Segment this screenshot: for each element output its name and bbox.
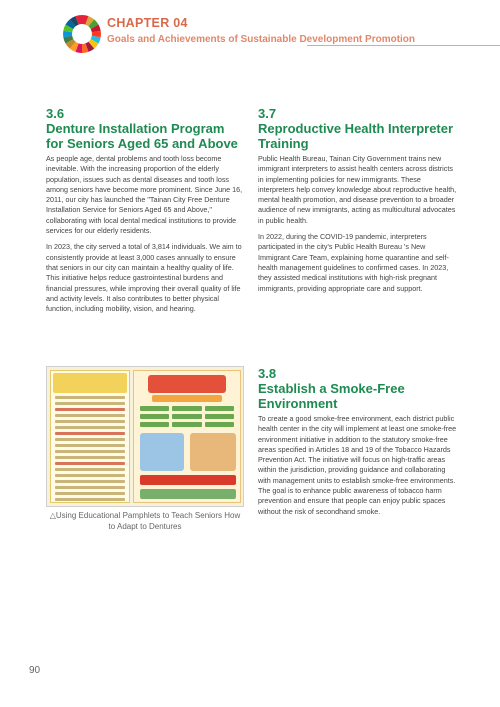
- section-number: 3.8: [258, 366, 277, 381]
- section-paragraph: In 2023, the city served a total of 3,814 individuals. We aim to consistently provide at least 3,000 cases annually to ensure that seniors in our city can maintain a healthy quality of life. This initiative helps reduce gastrointestinal burdens and financial pressures, while improving their overall quality of life and activity levels. It also contributes to better physical function, including mobility, vision, and hearing.: [46, 242, 242, 314]
- figure-caption: △Using Educational Pamphlets to Teach Seniors How to Adapt to Dentures: [49, 511, 241, 531]
- section-title: Reproductive Health Interpreter Training: [258, 121, 454, 151]
- section-paragraph: In 2022, during the COVID-19 pandemic, interpreters participated in the city's Public Health Bureau 's New Immigrant Care Team, explaining home quarantine and self-health management guidelines to confirmed cases. In 2023, they assisted medical institutions with high-risk pregnant immigrants, providing appropriate care and support.: [258, 232, 449, 293]
- section-title: Establish a Smoke-Free Environment: [258, 381, 405, 411]
- pamphlet-left-panel: [50, 370, 130, 503]
- denture-pamphlet-image: [46, 366, 244, 507]
- pamphlet-right-panel: [133, 370, 241, 503]
- section-number: 3.7: [258, 106, 277, 121]
- section-3-7: [258, 106, 458, 300]
- chapter-label: CHAPTER 04: [107, 16, 188, 30]
- section-paragraph: As people age, dental problems and tooth loss become inevitable. With the increasing proportion of the elderly population, issues such as dental diseases and tooth loss among seniors have become more prominent. Since June 16, 2011, our city has launched the "Tainan City Free Denture Installation Service for Seniors Aged 65 and Above," collaborating with local dental medical institutions to provide services for our elderly residents.: [46, 154, 243, 236]
- sdg-wheel-icon: [62, 14, 102, 54]
- section-number: 3.6: [46, 106, 65, 121]
- section-3-6: [46, 106, 243, 320]
- chapter-header: [62, 14, 500, 58]
- section-paragraph: Public Health Bureau, Tainan City Government trains new immigrant interpreters to assist health centers across districts in implementing policies for new immigrants. These interpreters help convey knowledge about reproductive health, mental health promotion, and disease prevention to a broader audience of new immigrants, acting as multicultural advocates in public health.: [258, 154, 457, 225]
- page-number: 90: [29, 665, 41, 676]
- chapter-title: Goals and Achievements of Sustainable Development Promotion: [107, 34, 416, 45]
- section-title: Denture Installation Program for Seniors Aged 65 and Above: [46, 121, 238, 151]
- header-divider: [307, 45, 500, 46]
- section-paragraph: To create a good smoke-free environment, each district public health center in the city will implement at least one smoke-free environment initiative in addition to the statutory smoke-free areas specified in Articles 18 and 19 of the Tobacco Hazards Prevention Act. The initiative will focus on high-traffic areas within the jurisdiction, providing guidance and collaborating with management units to establish smoke-free environments. The goal is to enhance public awareness of tobacco harm prevention and ensure that people can enjoy public spaces without the risk of secondhand smoke.: [258, 414, 457, 516]
- section-3-8: [258, 366, 458, 523]
